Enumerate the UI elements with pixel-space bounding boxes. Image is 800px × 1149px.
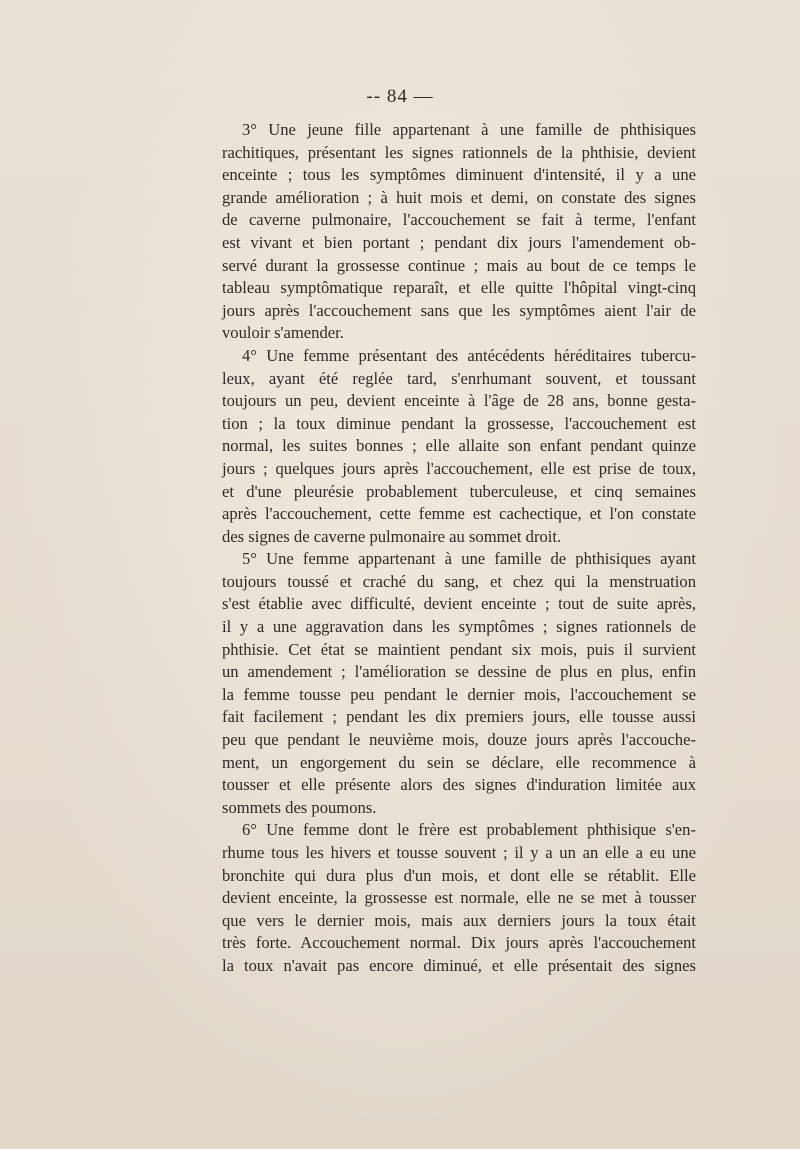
text-line: rachitiques, présentant les signes rationnels de la phthisie, devient <box>222 142 696 162</box>
text-line: tion ; la toux diminue pendant la grossesse, l'accouchement est <box>222 413 696 433</box>
text-line: devient enceinte, la grossesse est normale, elle ne se met à tousser <box>222 888 696 908</box>
text-line: 5° Une femme appartenant à une famille de phthisiques ayant <box>242 549 696 569</box>
text-line: tousser et elle présente alors des signes d'induration limitée aux <box>222 775 696 795</box>
text-line: enceinte ; tous les symptômes diminuent d'intensité, il y a une <box>222 165 696 185</box>
text-line: toujours toussé et craché du sang, et chez qui la menstruation <box>222 571 696 591</box>
text-line: un amendement ; l'amélioration se dessine de plus en plus, enfin <box>222 662 696 682</box>
text-line: de caverne pulmonaire, l'accouchement se fait à terme, l'enfant <box>222 210 696 230</box>
text-line: tableau symptômatique reparaît, et elle quitte l'hôpital vingt-cinq <box>222 278 696 298</box>
text-line: phthisie. Cet état se maintient pendant six mois, puis il survient <box>222 639 696 659</box>
text-line: fait facilement ; pendant les dix premiers jours, elle tousse aussi <box>222 707 696 727</box>
text-line: il y a une aggravation dans les symptômes ; signes rationnels de <box>222 617 696 637</box>
text-line: rhume tous les hivers et tousse souvent ; il y a un an elle a eu une <box>222 843 696 862</box>
text-line: s'est établie avec difficulté, devient enceinte ; tout de suite après, <box>222 594 696 614</box>
text-line: 3° Une jeune fille appartenant à une famille de phthisiques <box>242 120 696 139</box>
text-line: est vivant et bien portant ; pendant dix jours l'amendement ob- <box>222 232 696 252</box>
text-line: peu que pendant le neuvième mois, douze jours après l'accouche- <box>222 730 696 750</box>
text-line: toujours un peu, devient enceinte à l'âge de 28 ans, bonne gesta- <box>222 391 696 411</box>
text-line: grande amélioration ; à huit mois et demi, on constate des signes <box>222 187 696 207</box>
text-line: leux, ayant été reglée tard, s'enrhumant souvent, et toussant <box>222 368 696 388</box>
text-line: sommets des poumons. <box>222 797 377 817</box>
text-line: très forte. Accouchement normal. Dix jours après l'accouchement <box>222 933 696 953</box>
page-number: -- 84 — <box>366 86 434 107</box>
text-line: vouloir s'amender. <box>222 323 344 343</box>
text-line: la toux n'avait pas encore diminué, et elle présentait des signes <box>222 955 696 975</box>
text-line: des signes de caverne pulmonaire au sommet droit. <box>222 526 562 546</box>
text-line: ment, un engorgement du sein se déclare, elle recommence à <box>222 752 696 772</box>
text-line: que vers le dernier mois, mais aux derniers jours la toux était <box>222 910 696 930</box>
text-line: bronchite qui dura plus d'un mois, et dont elle se rétablit. Elle <box>222 865 696 885</box>
text-line: après l'accouchement, cette femme est cachectique, et l'on constate <box>222 504 696 524</box>
text-line: 4° Une femme présentant des antécédents héréditaires tubercu- <box>242 345 696 365</box>
text-line: jours ; quelques jours après l'accouchement, elle est prise de toux, <box>222 458 696 478</box>
text-line: et d'une pleurésie probablement tuberculeuse, et cinq semaines <box>222 481 696 501</box>
body-text <box>222 119 696 978</box>
text-line: servé durant la grossesse continue ; mais au bout de ce temps le <box>222 255 696 275</box>
text-line: la femme tousse peu pendant le dernier mois, l'accouchement se <box>222 684 696 704</box>
text-line: jours après l'accouchement sans que les symptômes aient l'air de <box>222 300 696 320</box>
text-line: 6° Une femme dont le frère est probablement phthisique s'en- <box>242 820 696 840</box>
text-line: normal, les suites bonnes ; elle allaite son enfant pendant quinze <box>222 436 696 456</box>
